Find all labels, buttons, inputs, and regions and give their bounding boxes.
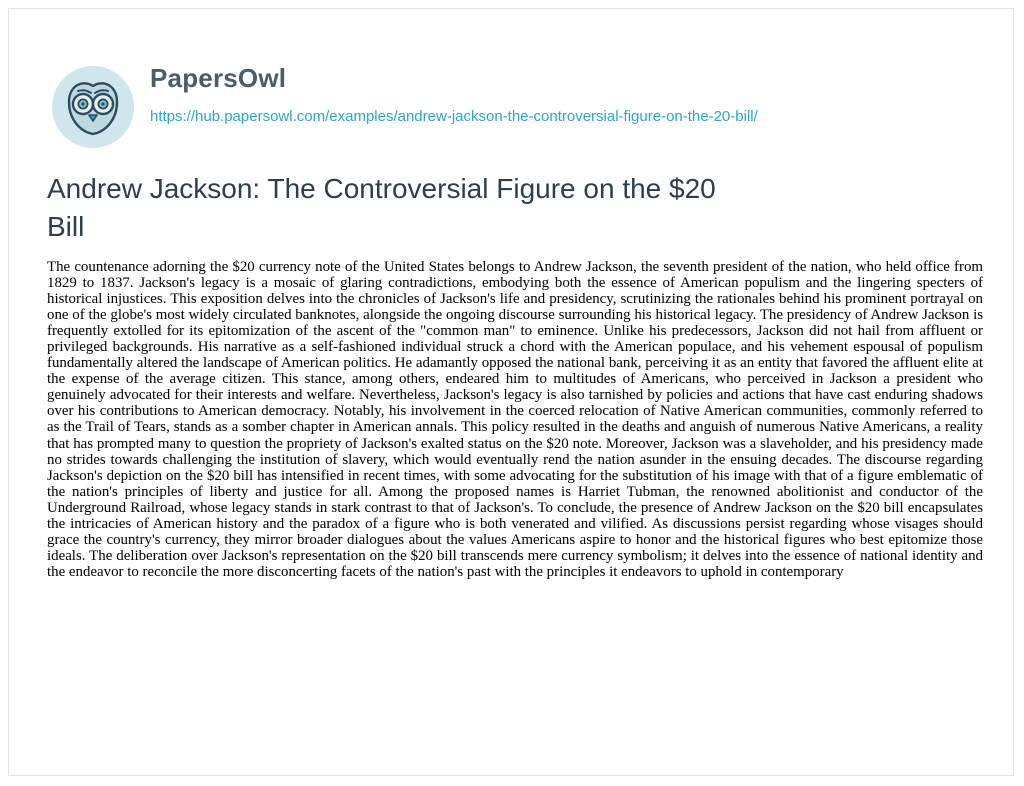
essay-body: The countenance adorning the $20 currency note of the United States belongs to Andrew Jackson, the seventh president of the nation, who held office from 1829 to 1837. Jackson's legacy is a mosaic of glaring contradictions, embodying both the essence of American populism and the lingering specters of historical injustices. This exposition delves into the chronicles of Jackson's life and presidency, scrutinizing the rationales behind his prominent portrayal on one of the globe's most widely circulated banknotes, alongside the ongoing discourse surrounding his historical legacy. The presidency of Andrew Jackson is frequently extolled for its epitomization of the ascent of the "common man" to eminence. Unlike his predecessors, Jackson did not hail from affluent or privileged backgrounds. His narrative as a self-fashioned individual struck a chord with the American populace, and his vehement espousal of populism fundamentally altered the landscape of American politics. He adamantly opposed the national bank, perceiving it as an entity that favored the affluent elite at the expense of the average citizen. This stance, among others, endeared him to multitudes of Americans, who perceived in Jackson a president who genuinely advocated for their interests and welfare. Nevertheless, Jackson's legacy is also tarnished by policies and actions that have cast enduring shadows over his contributions to American democracy. Notably, his involvement in the coerced relocation of Native American communities, commonly referred to as the Trail of Tears, stands as a somber chapter in American annals. This policy resulted in the deaths and anguish of numerous Native Americans, a reality that has prompted many to question the propriety of Jackson's exalted status on the $20 note. Moreover, Jackson was a slaveholder, and his presidency made no strides towards challenging the institution of slavery, which would eventually rend the nation asunder in the ensuing decades. The discourse regarding Jackson's depiction on the $20 bill has intensified in recent times, with some advocating for the substitution of his image with that of a figure emblematic of the nation's principles of liberty and justice for all. Among the proposed names is Harriet Tubman, the renowned abolitionist and conductor of the Underground Railroad, whose legacy stands in stark contrast to that of Jackson's. To conclude, the presence of Andrew Jackson on the $20 bill encapsulates the intricacies of American history and the paradox of a figure who is both venerated and vilified. As discussions persist regarding whose visages should grace the country's currency, they mirror broader dialogues about the values Americans aspire to honor and the historical figures who best epitomize those ideals. The deliberation over Jackson's representation on the $20 bill transcends mere currency symbolism; it delves into the essence of national identity and the endeavor to reconcile the more disconcerting facets of the nation's past with the principles it endeavors to uphold in contemporary bbox=[47, 259, 983, 580]
source-url-link[interactable]: https://hub.papersowl.com/examples/andrew-jackson-the-controversial-figure-on-the-20-bill/ bbox=[150, 108, 758, 125]
brand-name: PapersOwl bbox=[150, 63, 287, 93]
essay-title: Andrew Jackson: The Controversial Figure on the $20 Bill bbox=[47, 173, 716, 242]
owl-logo-icon bbox=[48, 62, 138, 152]
